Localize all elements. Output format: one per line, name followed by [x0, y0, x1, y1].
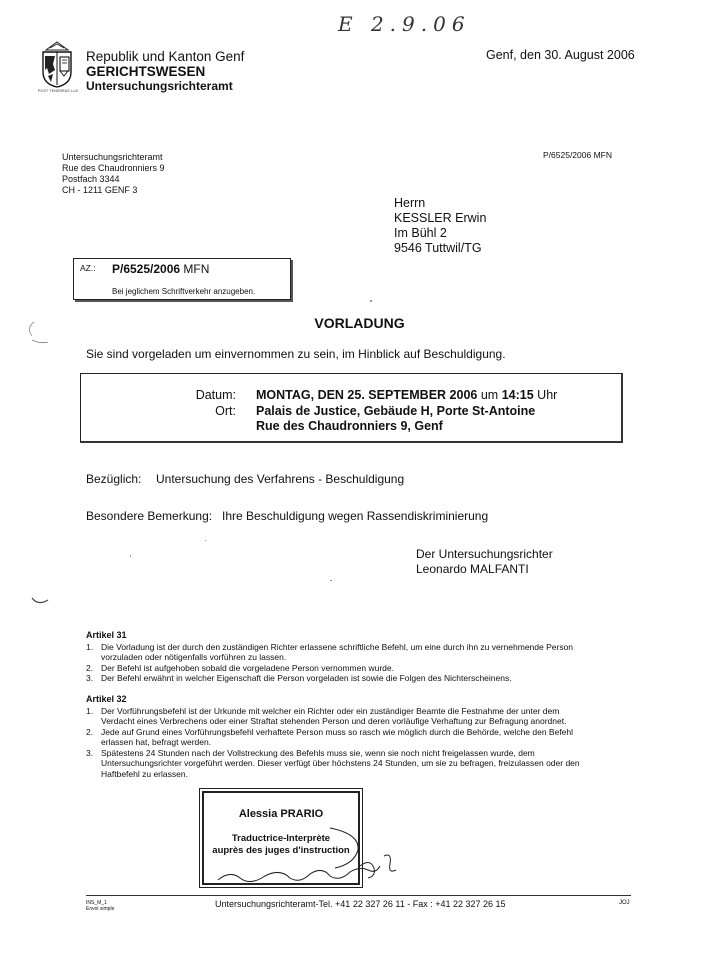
footer-initials: JOJ [619, 900, 630, 906]
stamp-title: Traductrice-Interprète [231, 833, 331, 844]
article-title: Artikel 32 [86, 694, 127, 704]
footer-contact: Untersuchungsrichteramt-Tel. +41 22 327 26 11 - Fax : +41 22 327 26 15 [215, 899, 506, 909]
item-number: 2. [86, 662, 94, 673]
stamp-subtitle: auprès des juges d'instruction [212, 845, 350, 856]
signature-block [416, 547, 553, 577]
scan-speck [330, 580, 332, 581]
item-line: erlassen hat, befragt werden. [101, 737, 212, 747]
header-office: Untersuchungsrichteramt [86, 79, 233, 93]
handwritten-signature-icon [210, 820, 410, 894]
recipient-address [394, 196, 486, 256]
article-item [86, 663, 631, 674]
reference-number: P/6525/2006 MFN [543, 150, 612, 160]
item-line: vorzuladen oder nötigenfalls vorführen zu lassen. [101, 652, 287, 662]
signature-name: Leonardo MALFANTI [416, 562, 529, 576]
sender-line: Rue des Chaudronniers 9 [62, 163, 165, 173]
appointment-date [256, 388, 557, 402]
article-item [86, 642, 631, 663]
footer-code [86, 900, 114, 912]
sender-line: CH - 1211 GENF 3 [62, 185, 138, 195]
margin-mark-icon [28, 594, 52, 608]
handwritten-note: E 2.9.06 [338, 12, 471, 36]
recipient-line: Im Bühl 2 [394, 226, 447, 240]
stamp-name: Alessia PRARIO [238, 808, 324, 820]
article-item [86, 727, 631, 748]
az-label: AZ.: [80, 263, 96, 273]
article-item [86, 706, 631, 727]
item-number: 1. [86, 641, 94, 652]
intro-text: Sie sind vorgeladen um einvernommen zu sein, im Hinblick auf Beschuldigung. [86, 347, 506, 361]
az-note: Bei jeglichem Schriftverkehr anzugeben. [112, 287, 256, 296]
header-republic: Republik und Kanton Genf [86, 49, 245, 64]
appointment-uhr: Uhr [537, 388, 558, 402]
az-number: P/6525/2006 [112, 262, 181, 276]
az-reference-box [73, 258, 291, 300]
item-number: 2. [86, 726, 94, 737]
article-31 [86, 630, 631, 684]
sender-line: Untersuchungsrichteramt [62, 152, 163, 162]
recipient-line: KESSLER Erwin [394, 211, 487, 225]
date-line: Genf, den 30. August 2006 [486, 48, 635, 62]
article-32 [86, 694, 631, 779]
bemerkung-label: Besondere Bemerkung: [86, 509, 213, 523]
item-line: Jede auf Grund eines Vorführungsbefehl verhaftete Person muss so rasch wie möglich durch die Behörde, welche den Befehl [101, 726, 574, 737]
item-number: 3. [86, 673, 94, 683]
footer-rule [86, 895, 631, 896]
az-value [112, 262, 209, 276]
geneva-crest-icon [40, 40, 74, 88]
article-title: Artikel 31 [86, 630, 127, 640]
article-item [86, 748, 631, 780]
appointment-place-line2: Rue des Chaudronniers 9, Genf [256, 419, 443, 433]
sender-address [62, 152, 165, 196]
scan-speck [370, 300, 372, 302]
az-suffix: MFN [183, 262, 210, 276]
bemerkung-text: Ihre Beschuldigung wegen Rassendiskriminierung [222, 509, 489, 523]
crest-caption: POST TENEBRAS LUX [38, 89, 79, 93]
scan-speck [130, 555, 131, 557]
recipient-line: 9546 Tuttwil/TG [394, 241, 482, 255]
item-line: Die Vorladung ist der durch den zuständigen Richter erlassene schriftliche Befehl, um eine durch ihn zu vernehmende Person [101, 641, 574, 652]
item-line: Der Befehl erwähnt in welcher Eigenschaft die Person vorgeladen ist sowie die Folgen des Nichterscheinens. [101, 673, 512, 683]
bezueglich-text: Untersuchung des Verfahrens - Beschuldigung [156, 472, 405, 486]
footer-code-line: Envoi simple [86, 906, 115, 912]
appointment-time: 14:15 [501, 388, 534, 402]
bezueglich-label: Bezüglich: [86, 472, 142, 486]
article-item [86, 673, 631, 684]
recipient-line: Herrn [394, 196, 426, 210]
appointment-um: um [480, 388, 499, 402]
date-label: Datum: [195, 388, 236, 402]
item-line: Der Vorführungsbefehl ist der Urkunde mit welcher ein Richter oder ein zuständiger Beamte die Festnahme der unter dem [101, 705, 560, 716]
item-line: Spätestens 24 Stunden nach der Vollstreckung des Befehls muss sie, wenn sie noch nicht freigelassen wurde, dem [101, 747, 535, 758]
item-line: Haftbefehl zu erlassen. [101, 768, 188, 779]
item-line: Der Befehl ist aufgehoben sobald die vorgeladene Person vernommen wurde. [101, 662, 394, 673]
item-line: Verdacht eines Verbrechens oder einer Straftat stehenden Person und deren vorläufige Verhaftung zur Befragung anordnet. [101, 716, 567, 726]
sender-line: Postfach 3344 [62, 174, 120, 184]
item-number: 1. [86, 705, 94, 716]
header-gerichtswesen: GERICHTSWESEN [86, 64, 206, 79]
appointment-day: MONTAG, DEN 25. SEPTEMBER 2006 [256, 388, 478, 402]
signature-title: Der Untersuchungsrichter [416, 547, 553, 561]
item-number: 3. [86, 747, 94, 758]
place-label: Ort: [215, 404, 236, 418]
appointment-box [80, 373, 623, 443]
scan-speck [205, 540, 206, 541]
footer-code-line: INS_M_1 [86, 900, 107, 906]
document-title: VORLADUNG [314, 315, 405, 331]
appointment-place-line1: Palais de Justice, Gebäude H, Porte St-Antoine [256, 404, 536, 418]
item-line: Untersuchungsrichter vorgeführt werden. Dieser verfügt über höchstens 24 Stunden, um sie zu befragen, freizulassen oder den [101, 758, 580, 768]
